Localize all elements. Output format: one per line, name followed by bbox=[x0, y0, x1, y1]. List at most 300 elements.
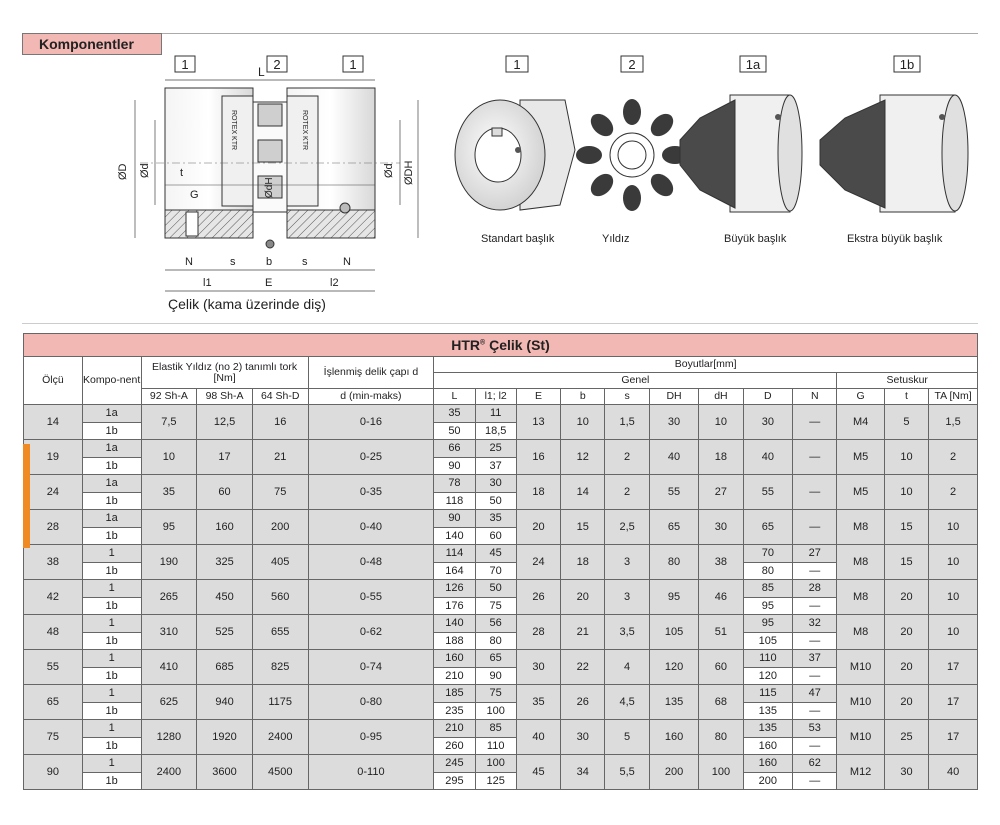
cell-DH: 30 bbox=[649, 405, 698, 440]
svg-text:1: 1 bbox=[181, 57, 189, 72]
cell-bore: 0-48 bbox=[308, 545, 434, 580]
cell-E: 28 bbox=[516, 615, 560, 650]
cell-s: 5,5 bbox=[605, 755, 649, 790]
cell-bore: 0-16 bbox=[308, 405, 434, 440]
col-olcu: Ölçü bbox=[24, 357, 83, 405]
cell-torque-64: 655 bbox=[252, 615, 308, 650]
cell-b: 14 bbox=[561, 475, 605, 510]
cell-DH: 65 bbox=[649, 510, 698, 545]
cell-E: 16 bbox=[516, 440, 560, 475]
cell-E: 20 bbox=[516, 510, 560, 545]
dim-b: b bbox=[266, 256, 273, 268]
cell-G: M5 bbox=[837, 440, 884, 475]
cell-b: 34 bbox=[561, 755, 605, 790]
cell-bore: 0-55 bbox=[308, 580, 434, 615]
dim-N2: N bbox=[343, 256, 351, 268]
cell-torque-92: 625 bbox=[141, 685, 197, 720]
components-drawing bbox=[0, 0, 1000, 325]
dim-E: E bbox=[265, 277, 273, 289]
cell-component: 1b bbox=[82, 667, 141, 685]
cell-component: 1b bbox=[82, 562, 141, 580]
col-s: s bbox=[605, 389, 649, 405]
cell-D: 40 bbox=[743, 440, 792, 475]
cell-G: M10 bbox=[837, 685, 884, 720]
cell-D: 95 bbox=[743, 615, 792, 633]
cell-N: — bbox=[793, 475, 837, 510]
cell-dH: 46 bbox=[699, 580, 743, 615]
cell-D: 160 bbox=[743, 755, 792, 773]
cell-l: 35 bbox=[475, 510, 516, 528]
table-row bbox=[24, 650, 978, 668]
table-row bbox=[24, 615, 978, 633]
cell-component: 1b bbox=[82, 632, 141, 650]
col-sh-98: 98 Sh-A bbox=[197, 389, 253, 405]
cell-bore: 0-74 bbox=[308, 650, 434, 685]
cell-torque-92: 7,5 bbox=[141, 405, 197, 440]
cell-torque-92: 35 bbox=[141, 475, 197, 510]
cell-s: 2,5 bbox=[605, 510, 649, 545]
cell-D: 85 bbox=[743, 580, 792, 598]
col-sh-64: 64 Sh-D bbox=[252, 389, 308, 405]
cell-L: 140 bbox=[434, 615, 475, 633]
cell-size: 24 bbox=[24, 475, 83, 510]
cell-b: 18 bbox=[561, 545, 605, 580]
cell-size: 75 bbox=[24, 720, 83, 755]
cell-torque-98: 17 bbox=[197, 440, 253, 475]
cell-DH: 55 bbox=[649, 475, 698, 510]
large-hub-illustration bbox=[680, 95, 802, 212]
cell-s: 3 bbox=[605, 545, 649, 580]
cell-N: 37 bbox=[793, 650, 837, 668]
table-row bbox=[24, 440, 978, 458]
cell-component: 1 bbox=[82, 545, 141, 563]
label-spider: Yıldız bbox=[602, 233, 630, 245]
cell-dH: 51 bbox=[699, 615, 743, 650]
cell-D: 200 bbox=[743, 772, 792, 790]
cell-N: — bbox=[793, 702, 837, 720]
cell-l: 85 bbox=[475, 720, 516, 738]
dim-Od-right: Ød bbox=[383, 163, 395, 178]
cell-b: 26 bbox=[561, 685, 605, 720]
cell-D: 80 bbox=[743, 562, 792, 580]
cell-dH: 68 bbox=[699, 685, 743, 720]
cell-N: — bbox=[793, 737, 837, 755]
cell-dH: 10 bbox=[699, 405, 743, 440]
col-TA: TA [Nm] bbox=[929, 389, 978, 405]
section-caption: Çelik (kama üzerinde diş) bbox=[168, 296, 326, 312]
cell-TA: 40 bbox=[929, 755, 978, 790]
cell-DH: 200 bbox=[649, 755, 698, 790]
cell-D: 55 bbox=[743, 475, 792, 510]
cell-torque-98: 685 bbox=[197, 650, 253, 685]
cell-component: 1b bbox=[82, 422, 141, 440]
cell-torque-64: 4500 bbox=[252, 755, 308, 790]
cell-bore: 0-35 bbox=[308, 475, 434, 510]
cell-size: 90 bbox=[24, 755, 83, 790]
cell-G: M12 bbox=[837, 755, 884, 790]
cell-D: 30 bbox=[743, 405, 792, 440]
cell-torque-98: 60 bbox=[197, 475, 253, 510]
cell-DH: 40 bbox=[649, 440, 698, 475]
cell-D: 70 bbox=[743, 545, 792, 563]
cell-L: 140 bbox=[434, 527, 475, 545]
cell-TA: 10 bbox=[929, 615, 978, 650]
cell-TA: 10 bbox=[929, 580, 978, 615]
cell-bore: 0-80 bbox=[308, 685, 434, 720]
cell-E: 45 bbox=[516, 755, 560, 790]
cell-E: 40 bbox=[516, 720, 560, 755]
cell-b: 20 bbox=[561, 580, 605, 615]
svg-text:ROTEX KTR: ROTEX KTR bbox=[230, 110, 237, 151]
cell-bore: 0-62 bbox=[308, 615, 434, 650]
cell-DH: 105 bbox=[649, 615, 698, 650]
cell-l: 18,5 bbox=[475, 422, 516, 440]
cell-component: 1a bbox=[82, 475, 141, 493]
cell-component: 1 bbox=[82, 615, 141, 633]
cell-size: 19 bbox=[24, 440, 83, 475]
cell-G: M8 bbox=[837, 580, 884, 615]
cell-L: 245 bbox=[434, 755, 475, 773]
cell-torque-64: 560 bbox=[252, 580, 308, 615]
cell-L: 235 bbox=[434, 702, 475, 720]
dim-l1: l1 bbox=[203, 277, 212, 289]
cell-torque-98: 525 bbox=[197, 615, 253, 650]
cell-t: 10 bbox=[884, 440, 928, 475]
dim-s2: s bbox=[302, 256, 308, 268]
col-N: N bbox=[793, 389, 837, 405]
cell-l: 75 bbox=[475, 597, 516, 615]
table-row bbox=[24, 580, 978, 598]
cell-torque-98: 1920 bbox=[197, 720, 253, 755]
cell-N: 53 bbox=[793, 720, 837, 738]
cell-dH: 80 bbox=[699, 720, 743, 755]
label-standard-hub: Standart başlık bbox=[481, 233, 555, 245]
cell-torque-92: 95 bbox=[141, 510, 197, 545]
cell-size: 38 bbox=[24, 545, 83, 580]
cell-torque-92: 2400 bbox=[141, 755, 197, 790]
callout-1-right bbox=[343, 56, 363, 72]
cell-s: 2 bbox=[605, 475, 649, 510]
cell-torque-64: 21 bbox=[252, 440, 308, 475]
cell-torque-64: 1175 bbox=[252, 685, 308, 720]
section-badge: Komponentler bbox=[22, 33, 162, 55]
cell-t: 25 bbox=[884, 720, 928, 755]
dim-t: t bbox=[180, 167, 184, 179]
cell-dH: 30 bbox=[699, 510, 743, 545]
cell-s: 3,5 bbox=[605, 615, 649, 650]
cell-G: M10 bbox=[837, 720, 884, 755]
cell-component: 1a bbox=[82, 405, 141, 423]
cell-l: 45 bbox=[475, 545, 516, 563]
cell-t: 20 bbox=[884, 650, 928, 685]
cell-component: 1 bbox=[82, 580, 141, 598]
cell-N: 62 bbox=[793, 755, 837, 773]
cell-torque-64: 200 bbox=[252, 510, 308, 545]
cell-bore: 0-25 bbox=[308, 440, 434, 475]
label-large-hub: Büyük başlık bbox=[724, 233, 787, 245]
col-t: t bbox=[884, 389, 928, 405]
dim-OdH: ØdH bbox=[264, 177, 275, 198]
cell-D: 65 bbox=[743, 510, 792, 545]
dim-N: N bbox=[185, 256, 193, 268]
cell-l: 11 bbox=[475, 405, 516, 423]
cell-D: 135 bbox=[743, 702, 792, 720]
col-G: G bbox=[837, 389, 884, 405]
extra-large-hub-illustration bbox=[820, 95, 968, 212]
cell-l: 50 bbox=[475, 580, 516, 598]
cell-DH: 135 bbox=[649, 685, 698, 720]
cell-component: 1a bbox=[82, 440, 141, 458]
cell-bore: 0-40 bbox=[308, 510, 434, 545]
cell-N: — bbox=[793, 667, 837, 685]
cell-E: 13 bbox=[516, 405, 560, 440]
cell-L: 78 bbox=[434, 475, 475, 493]
cell-N: 28 bbox=[793, 580, 837, 598]
cell-b: 30 bbox=[561, 720, 605, 755]
cell-G: M8 bbox=[837, 615, 884, 650]
cell-L: 126 bbox=[434, 580, 475, 598]
table-row bbox=[24, 755, 978, 773]
cell-torque-98: 160 bbox=[197, 510, 253, 545]
col-L: L bbox=[434, 389, 475, 405]
cell-torque-64: 405 bbox=[252, 545, 308, 580]
cell-DH: 80 bbox=[649, 545, 698, 580]
cell-D: 120 bbox=[743, 667, 792, 685]
table-row bbox=[24, 510, 978, 528]
component-1a-callout bbox=[740, 56, 766, 72]
spider-illustration bbox=[576, 99, 688, 211]
cell-TA: 17 bbox=[929, 720, 978, 755]
cell-TA: 10 bbox=[929, 545, 978, 580]
cell-G: M10 bbox=[837, 650, 884, 685]
col-dH: dH bbox=[699, 389, 743, 405]
cell-l: 100 bbox=[475, 755, 516, 773]
component-1b-callout bbox=[894, 56, 920, 72]
cell-b: 22 bbox=[561, 650, 605, 685]
cell-E: 18 bbox=[516, 475, 560, 510]
cell-torque-98: 3600 bbox=[197, 755, 253, 790]
col-bore-range: d (min-maks) bbox=[308, 389, 434, 405]
cell-D: 135 bbox=[743, 720, 792, 738]
cell-s: 3 bbox=[605, 580, 649, 615]
table-row bbox=[24, 685, 978, 703]
cell-t: 20 bbox=[884, 685, 928, 720]
cell-L: 185 bbox=[434, 685, 475, 703]
cell-torque-92: 310 bbox=[141, 615, 197, 650]
col-sh-92: 92 Sh-A bbox=[141, 389, 197, 405]
cell-L: 210 bbox=[434, 667, 475, 685]
cell-E: 35 bbox=[516, 685, 560, 720]
cell-component: 1b bbox=[82, 737, 141, 755]
cell-torque-92: 265 bbox=[141, 580, 197, 615]
dimension-table bbox=[23, 333, 978, 790]
cell-component: 1b bbox=[82, 492, 141, 510]
cell-t: 15 bbox=[884, 545, 928, 580]
cell-l: 80 bbox=[475, 632, 516, 650]
table-row bbox=[24, 545, 978, 563]
cell-N: — bbox=[793, 510, 837, 545]
cell-torque-98: 940 bbox=[197, 685, 253, 720]
cell-L: 90 bbox=[434, 510, 475, 528]
cell-bore: 0-95 bbox=[308, 720, 434, 755]
cell-torque-64: 75 bbox=[252, 475, 308, 510]
cell-l: 37 bbox=[475, 457, 516, 475]
cell-torque-92: 190 bbox=[141, 545, 197, 580]
cell-l: 56 bbox=[475, 615, 516, 633]
cell-bore: 0-110 bbox=[308, 755, 434, 790]
cell-G: M8 bbox=[837, 545, 884, 580]
cell-torque-92: 1280 bbox=[141, 720, 197, 755]
cell-dH: 60 bbox=[699, 650, 743, 685]
cell-b: 21 bbox=[561, 615, 605, 650]
cell-torque-64: 16 bbox=[252, 405, 308, 440]
cell-torque-92: 10 bbox=[141, 440, 197, 475]
cell-b: 15 bbox=[561, 510, 605, 545]
cell-N: 27 bbox=[793, 545, 837, 563]
cell-t: 10 bbox=[884, 475, 928, 510]
cell-l: 75 bbox=[475, 685, 516, 703]
svg-text:1b: 1b bbox=[899, 57, 915, 72]
cell-TA: 2 bbox=[929, 475, 978, 510]
cell-l: 110 bbox=[475, 737, 516, 755]
col-komponent: Kompo-nent bbox=[82, 357, 141, 405]
col-b: b bbox=[561, 389, 605, 405]
cell-component: 1b bbox=[82, 597, 141, 615]
dim-L: L bbox=[258, 65, 265, 79]
cell-L: 260 bbox=[434, 737, 475, 755]
cell-N: — bbox=[793, 405, 837, 440]
svg-text:ROTEX KTR: ROTEX KTR bbox=[301, 110, 308, 151]
cell-t: 30 bbox=[884, 755, 928, 790]
cell-dH: 18 bbox=[699, 440, 743, 475]
cell-t: 15 bbox=[884, 510, 928, 545]
callout-1-left bbox=[175, 56, 195, 72]
cell-l: 50 bbox=[475, 492, 516, 510]
cell-size: 65 bbox=[24, 685, 83, 720]
dim-Od: Ød bbox=[139, 163, 151, 178]
cell-s: 5 bbox=[605, 720, 649, 755]
dim-ODH: ØDH bbox=[403, 160, 415, 185]
cell-component: 1b bbox=[82, 772, 141, 790]
cell-L: 35 bbox=[434, 405, 475, 423]
table-row bbox=[24, 405, 978, 423]
cell-N: 32 bbox=[793, 615, 837, 633]
cell-L: 210 bbox=[434, 720, 475, 738]
table-title: HTR® Çelik (St) bbox=[24, 334, 978, 357]
cell-DH: 95 bbox=[649, 580, 698, 615]
cell-N: — bbox=[793, 440, 837, 475]
col-D: D bbox=[743, 389, 792, 405]
cell-N: — bbox=[793, 562, 837, 580]
cell-D: 110 bbox=[743, 650, 792, 668]
cell-t: 5 bbox=[884, 405, 928, 440]
col-bore: İşlenmiş delik çapı d bbox=[308, 357, 434, 389]
cell-TA: 2 bbox=[929, 440, 978, 475]
cell-D: 160 bbox=[743, 737, 792, 755]
cell-l: 25 bbox=[475, 440, 516, 458]
cell-L: 50 bbox=[434, 422, 475, 440]
cell-torque-64: 2400 bbox=[252, 720, 308, 755]
cell-size: 42 bbox=[24, 580, 83, 615]
col-l1l2: l1; l2 bbox=[475, 389, 516, 405]
cell-dH: 38 bbox=[699, 545, 743, 580]
standard-hub-illustration bbox=[455, 100, 575, 210]
cell-b: 10 bbox=[561, 405, 605, 440]
cell-t: 20 bbox=[884, 615, 928, 650]
svg-text:2: 2 bbox=[628, 57, 636, 72]
cell-N: — bbox=[793, 632, 837, 650]
cell-L: 160 bbox=[434, 650, 475, 668]
cell-N: — bbox=[793, 597, 837, 615]
cell-l: 30 bbox=[475, 475, 516, 493]
cell-l: 70 bbox=[475, 562, 516, 580]
label-extra-large-hub: Ekstra büyük başlık bbox=[847, 233, 943, 245]
cell-TA: 17 bbox=[929, 650, 978, 685]
cell-D: 105 bbox=[743, 632, 792, 650]
cell-component: 1 bbox=[82, 720, 141, 738]
cell-component: 1a bbox=[82, 510, 141, 528]
component-1-callout bbox=[506, 56, 528, 72]
cell-size: 14 bbox=[24, 405, 83, 440]
svg-text:1a: 1a bbox=[745, 57, 761, 72]
svg-text:1: 1 bbox=[349, 57, 357, 72]
cell-l: 90 bbox=[475, 667, 516, 685]
svg-text:2: 2 bbox=[273, 57, 281, 72]
cell-L: 90 bbox=[434, 457, 475, 475]
cell-L: 188 bbox=[434, 632, 475, 650]
coupling-section-drawing bbox=[140, 88, 400, 248]
col-genel: Genel bbox=[434, 373, 837, 389]
col-E: E bbox=[516, 389, 560, 405]
callout-2-star bbox=[267, 56, 287, 72]
cell-D: 95 bbox=[743, 597, 792, 615]
cell-N: — bbox=[793, 772, 837, 790]
cell-dH: 100 bbox=[699, 755, 743, 790]
cell-G: M5 bbox=[837, 475, 884, 510]
cell-DH: 120 bbox=[649, 650, 698, 685]
cell-s: 2 bbox=[605, 440, 649, 475]
col-dims: Boyutlar[mm] bbox=[434, 357, 978, 373]
cell-component: 1 bbox=[82, 685, 141, 703]
cell-l: 60 bbox=[475, 527, 516, 545]
cell-size: 48 bbox=[24, 615, 83, 650]
cell-s: 1,5 bbox=[605, 405, 649, 440]
cell-E: 26 bbox=[516, 580, 560, 615]
cell-torque-98: 325 bbox=[197, 545, 253, 580]
section-separator bbox=[22, 323, 978, 324]
cell-component: 1 bbox=[82, 650, 141, 668]
cell-b: 12 bbox=[561, 440, 605, 475]
cell-s: 4 bbox=[605, 650, 649, 685]
cell-size: 55 bbox=[24, 650, 83, 685]
cell-torque-92: 410 bbox=[141, 650, 197, 685]
cell-l: 125 bbox=[475, 772, 516, 790]
dim-G: G bbox=[190, 189, 199, 201]
cell-E: 24 bbox=[516, 545, 560, 580]
cell-torque-98: 450 bbox=[197, 580, 253, 615]
cell-E: 30 bbox=[516, 650, 560, 685]
cell-l: 65 bbox=[475, 650, 516, 668]
cell-L: 114 bbox=[434, 545, 475, 563]
cell-L: 176 bbox=[434, 597, 475, 615]
cell-L: 118 bbox=[434, 492, 475, 510]
table-row bbox=[24, 720, 978, 738]
cell-t: 20 bbox=[884, 580, 928, 615]
cell-L: 66 bbox=[434, 440, 475, 458]
cell-size: 28 bbox=[24, 510, 83, 545]
cell-dH: 27 bbox=[699, 475, 743, 510]
cell-component: 1b bbox=[82, 457, 141, 475]
